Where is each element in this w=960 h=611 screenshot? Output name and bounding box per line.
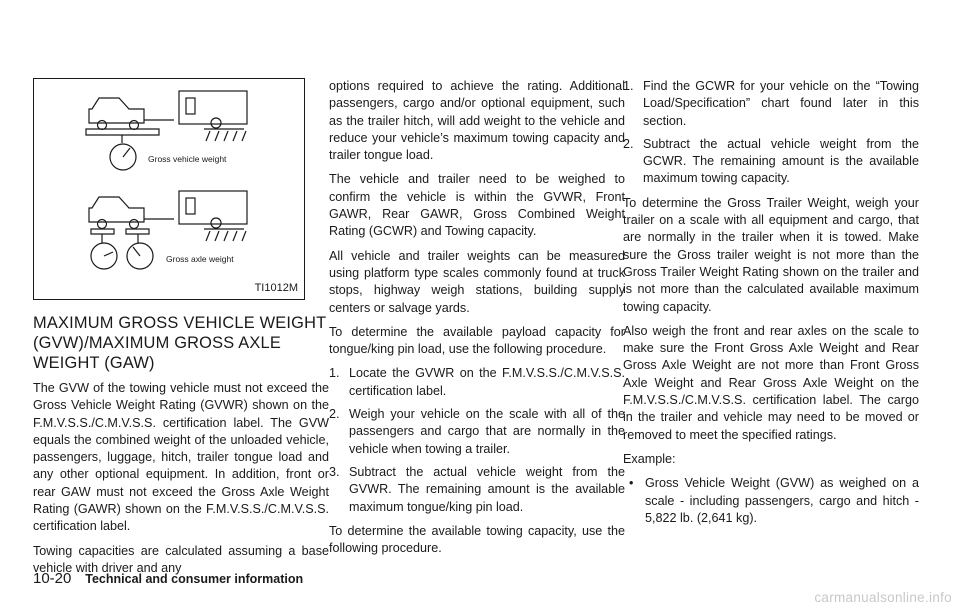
car-bottom-icon bbox=[89, 197, 144, 222]
paragraph-towing-capacities: Towing capacities are calculated assuming a base vehicle with driver and any bbox=[33, 543, 329, 575]
column-1 bbox=[33, 313, 329, 584]
paragraph-trailer-weight: To determine the Gross Trailer Weight, weigh your trailer on a scale with all equipment and cargo, that are normally in the trailer when it is towed. Make sure the Gross trailer weight is not more than the Gross Trailer Weight Rating shown on the trailer and is not more than the calculated available maximum towing capacity. bbox=[623, 195, 919, 314]
payload-steps-list bbox=[329, 365, 625, 515]
page-number: 10-20 bbox=[33, 570, 72, 587]
towing-steps-list bbox=[623, 78, 919, 188]
figure-label-gross-axle-weight: Gross axle weight bbox=[166, 254, 234, 264]
platform-scale-top bbox=[86, 129, 159, 135]
figure-code: TI1012M bbox=[254, 282, 298, 294]
paragraph-axle-weight: Also weigh the front and rear axles on the scale to make sure the Front Gross Axle Weight and Rear Gross Axle Weight are not more than Front Gross Axle Weight and Rear Gross Axle Weight on the F.M.V.S.S./C.M.V.S.S. certification label. The cargo in the trailer and vehicle may need to be moved or removed to meet the specified ratings. bbox=[623, 323, 919, 442]
example-bullet: • Gross Vehicle Weight (GVW) as weighed on a scale - including passengers, cargo and hitch - 5,822 lb. (2,641 kg). bbox=[629, 476, 919, 525]
axle-scale-rear bbox=[126, 229, 149, 234]
car-top-icon bbox=[89, 98, 144, 123]
bullet-icon: • bbox=[629, 476, 634, 491]
list-item: 1. Locate the GVWR on the F.M.V.S.S./C.M.V.S.S. certification label. bbox=[329, 366, 625, 398]
paragraph-gvw: The GVW of the towing vehicle must not exceed the Gross Vehicle Weight Rating (GVWR) shown on the F.M.V.S.S./C.M.V.S.S. certification label. The GVW equals the combined weight of the unloaded vehicle, passengers, luggage, hitch, trailer tongue load and any other optional equipment. In addition, front or rear GAW must not exceed the Gross Axle Weight Rating (GAWR) shown on the F.M.V.S.S./C.M.V.S.S. certification label. bbox=[33, 381, 329, 534]
figure-label-gross-vehicle-weight: Gross vehicle weight bbox=[148, 154, 227, 164]
axle-scale-front bbox=[91, 229, 114, 234]
paragraph-options: options required to achieve the rating. Additional passengers, cargo and/or optional equipment, such as the trailer hitch, will add weight to the vehicle and reduce your vehicle’s maximum towing capacity and trailer tongue load. bbox=[329, 79, 625, 163]
section-title: Technical and consumer information bbox=[85, 572, 304, 586]
section-heading: MAXIMUM GROSS VEHICLE WEIGHT (GVW)/MAXIMUM GROSS AXLE WEIGHT (GAW) bbox=[33, 314, 327, 372]
weighing-illustration bbox=[34, 79, 306, 301]
list-item: 1. Find the GCWR for your vehicle on the “Towing Load/Specification” chart found later in this section. bbox=[623, 79, 919, 128]
paragraph-towing-intro: To determine the available towing capacity, use the following procedure. bbox=[329, 523, 625, 556]
page-footer bbox=[33, 570, 303, 587]
figure-weight-diagram bbox=[33, 78, 305, 300]
list-item: 2. Subtract the actual vehicle weight from the GCWR. The remaining amount is the available maximum towing capacity. bbox=[623, 136, 919, 186]
list-item: 2. Weigh your vehicle on the scale with all of the passengers and cargo that are normally in the vehicle when towing a trailer. bbox=[329, 407, 625, 456]
list-item: 3. Subtract the actual vehicle weight from the GVWR. The remaining amount is the available maximum tongue/king pin load. bbox=[329, 464, 625, 514]
paragraph-weighing: The vehicle and trailer need to be weighed to confirm the vehicle is within the GVWR, Front GAWR, Rear GAWR, Gross Combined Weight Rating (GCWR) and Towing capacity. bbox=[329, 172, 625, 239]
paragraph-example-label: Example: bbox=[623, 451, 676, 466]
column-2 bbox=[329, 78, 625, 564]
watermark: carmanualsonline.info bbox=[814, 590, 952, 605]
paragraph-scales: All vehicle and trailer weights can be measured using platform type scales commonly found at truck stops, highway weigh stations, building supply centers or salvage yards. bbox=[329, 248, 625, 315]
paragraph-payload-intro: To determine the available payload capacity for tongue/king pin load, use the following procedure. bbox=[329, 324, 625, 357]
column-3 bbox=[623, 78, 919, 527]
